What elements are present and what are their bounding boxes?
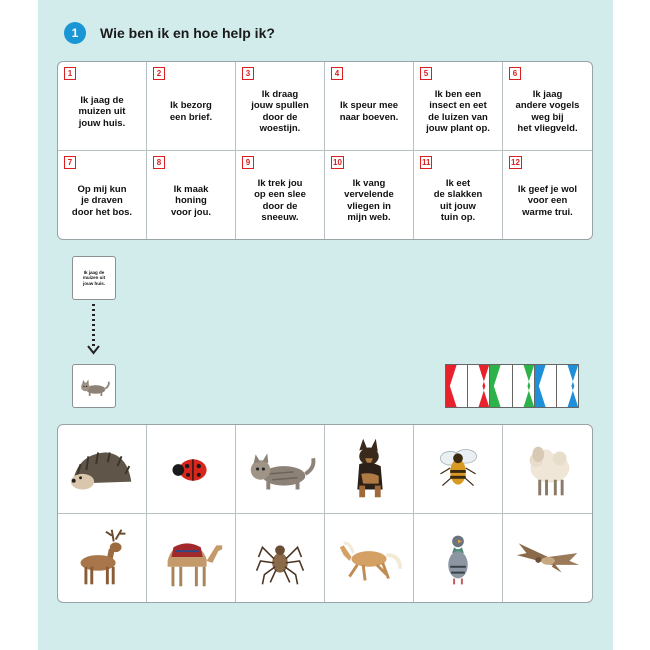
pattern-cell: [513, 365, 535, 407]
ladybug-icon: [152, 434, 230, 504]
card-number: 5: [420, 67, 432, 80]
hedgehog-icon: [63, 434, 141, 504]
card-text: Ik ben een insect en eet de luizen van jouw plant op.: [426, 88, 490, 135]
card-text: Ik bezorg een brief.: [169, 100, 213, 123]
pigeon-icon: [419, 523, 497, 593]
card-text: Ik trek jou op een slee door de sneeuw.: [254, 177, 306, 224]
horse-icon: [330, 523, 408, 593]
animal-tile[interactable]: [236, 425, 325, 514]
pattern-cell: [557, 365, 578, 407]
card-text: Ik speur mee naar boeven.: [339, 100, 399, 123]
pattern-cell: [535, 365, 557, 407]
animal-tile[interactable]: [58, 425, 147, 514]
card-number: 11: [422, 157, 431, 167]
card-number: 7: [64, 156, 76, 169]
card-text: Ik vang vervelende vliegen in mijn web.: [344, 177, 394, 224]
pattern-cell: [446, 365, 468, 407]
animal-tile[interactable]: [325, 514, 414, 603]
card-text: Ik draag jouw spullen door de woestijn.: [251, 88, 309, 135]
cat-icon: [76, 373, 112, 399]
bee-icon: [419, 434, 497, 504]
card-number: 9: [242, 156, 254, 169]
color-pattern-key: [445, 364, 579, 408]
card-number: 4: [331, 67, 343, 80]
camel-icon: [152, 523, 230, 593]
card-number: 2: [153, 67, 165, 80]
clue-card[interactable]: [414, 151, 503, 240]
pattern-cell: [490, 365, 512, 407]
dotted-connector-line: [92, 304, 95, 348]
clue-card[interactable]: [58, 151, 147, 240]
sheep-icon: [509, 434, 587, 504]
cat-icon: [241, 434, 319, 504]
pattern-shape: [535, 365, 556, 407]
clue-card-grid: [57, 61, 593, 240]
animal-tile[interactable]: [503, 425, 592, 514]
clue-card[interactable]: [325, 151, 414, 240]
pattern-shape: [446, 365, 467, 407]
pattern-shape: [468, 365, 489, 407]
card-text: Ik maak honing voor jou.: [170, 183, 212, 218]
animal-picture-grid: [57, 424, 593, 603]
card-number: 6: [509, 67, 521, 80]
card-text: Ik eet de slakken uit jouw tuin op.: [433, 177, 483, 224]
pattern-cell: [468, 365, 490, 407]
reindeer-icon: [63, 523, 141, 593]
clue-card[interactable]: [236, 151, 325, 240]
clue-card[interactable]: [58, 62, 147, 151]
clue-card[interactable]: [147, 62, 236, 151]
exercise-header: [64, 22, 275, 44]
clue-card[interactable]: [325, 62, 414, 151]
card-number: 10: [333, 157, 342, 167]
card-number: 3: [242, 67, 254, 80]
card-text: Ik jaag de muizen uit jouw huis.: [78, 94, 126, 129]
example-answer-tile[interactable]: [72, 364, 116, 408]
animal-tile[interactable]: [147, 425, 236, 514]
spider-icon: [241, 523, 319, 593]
card-text: Op mij kun je draven door het bos.: [71, 183, 133, 218]
animal-tile[interactable]: [414, 514, 503, 603]
clue-card[interactable]: [503, 62, 592, 151]
card-text: Ik jaag andere vogels weg bij het vliegveld.: [515, 88, 580, 135]
animal-tile[interactable]: [236, 514, 325, 603]
clue-card[interactable]: [503, 151, 592, 240]
animal-tile[interactable]: [58, 514, 147, 603]
pattern-shape: [557, 365, 578, 407]
clue-card[interactable]: [414, 62, 503, 151]
falcon-icon: [509, 523, 587, 593]
animal-tile[interactable]: [325, 425, 414, 514]
animal-tile[interactable]: [503, 514, 592, 603]
example-clue-card[interactable]: [72, 256, 116, 300]
animal-tile[interactable]: [414, 425, 503, 514]
card-number: 1: [64, 67, 76, 80]
card-number: 12: [511, 157, 520, 167]
arrow-down-icon: [87, 345, 100, 355]
exercise-title: Wie ben ik en hoe help ik?: [100, 25, 275, 41]
clue-card[interactable]: [147, 151, 236, 240]
animal-tile[interactable]: [147, 514, 236, 603]
card-number: 8: [153, 156, 165, 169]
pattern-shape: [513, 365, 534, 407]
card-text: Ik geef je wol voor een warme trui.: [517, 183, 578, 218]
dog-icon: [330, 434, 408, 504]
example-card-text: Ik jaag de muizen uit jouw huis.: [82, 269, 106, 286]
clue-card[interactable]: [236, 62, 325, 151]
exercise-number-badge: 1: [64, 22, 86, 44]
pattern-shape: [490, 365, 511, 407]
